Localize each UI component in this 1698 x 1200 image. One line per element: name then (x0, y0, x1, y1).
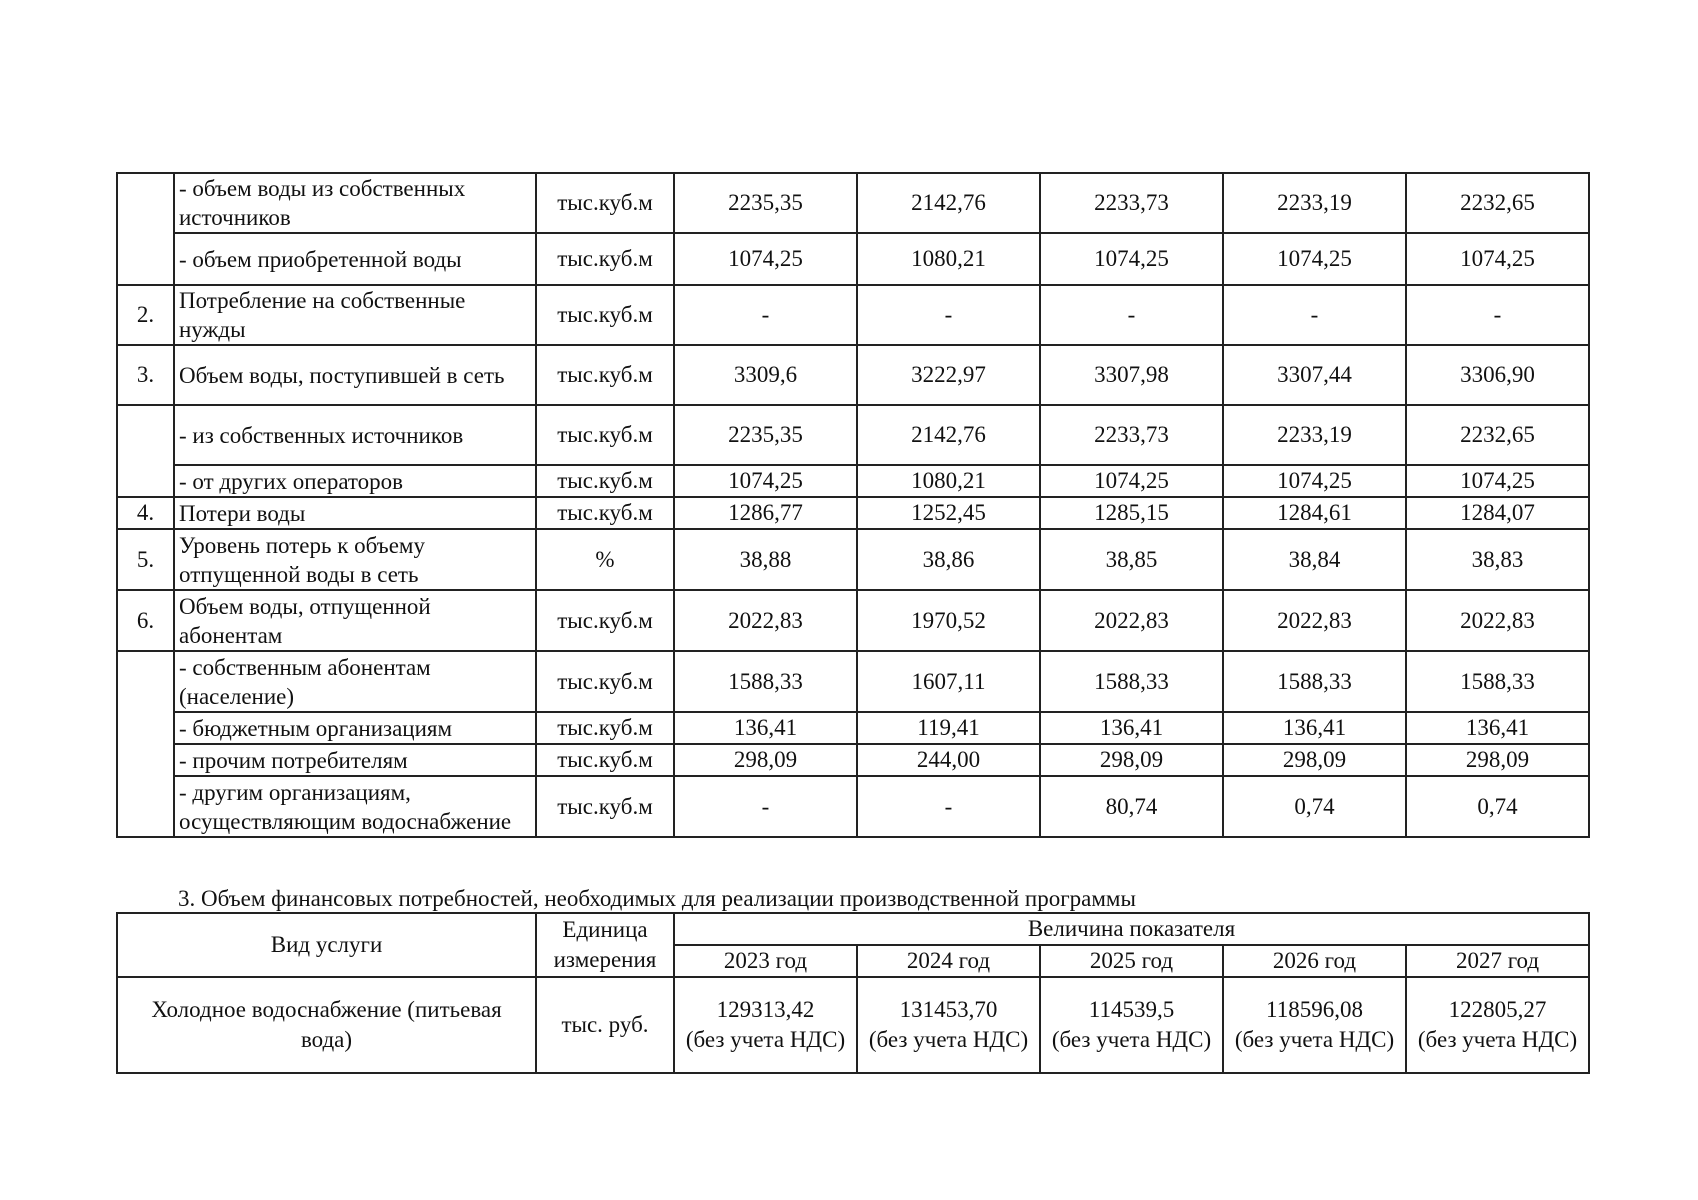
value-cell: 1588,33 (1040, 651, 1223, 712)
value-amount: 118596,08 (1266, 997, 1363, 1022)
value-cell: 1285,15 (1040, 497, 1223, 529)
value-cell: 1286,77 (674, 497, 857, 529)
value-cell: 2142,76 (857, 405, 1040, 465)
value-cell: 136,41 (1040, 712, 1223, 744)
value-cell: 2235,35 (674, 173, 857, 233)
table-row (117, 590, 1589, 651)
value-cell: 2022,83 (1406, 590, 1589, 651)
value-cell: 1074,25 (1223, 465, 1406, 497)
value-cell: 3307,44 (1223, 345, 1406, 405)
value-cell: 1074,25 (1406, 465, 1589, 497)
indicator-name: - из собственных источников (174, 405, 536, 465)
indicator-name: - прочим потребителям (174, 744, 536, 776)
value-cell: 38,88 (674, 529, 857, 590)
value-cell: 2232,65 (1406, 173, 1589, 233)
header-year: 2025 год (1040, 945, 1223, 977)
value-amount: 122805,27 (1448, 997, 1547, 1022)
value-cell: - (1406, 285, 1589, 345)
value-cell: 2233,73 (1040, 173, 1223, 233)
service-unit: тыс. руб. (536, 977, 674, 1073)
value-cell: 1074,25 (1040, 233, 1223, 285)
table-row (117, 173, 1589, 233)
value-cell (857, 977, 1040, 1073)
indicator-name: Объем воды, отпущенной абонентам (174, 590, 536, 651)
row-number (117, 405, 174, 497)
unit-cell: тыс.куб.м (536, 233, 674, 285)
value-cell: 3307,98 (1040, 345, 1223, 405)
unit-cell: тыс.куб.м (536, 776, 674, 837)
value-cell: - (857, 285, 1040, 345)
table-row (117, 497, 1589, 529)
header-year: 2023 год (674, 945, 857, 977)
value-cell (1223, 977, 1406, 1073)
header-year: 2027 год (1406, 945, 1589, 977)
value-cell: 2235,35 (674, 405, 857, 465)
unit-cell: тыс.куб.м (536, 497, 674, 529)
row-number (117, 173, 174, 285)
value-cell: 1252,45 (857, 497, 1040, 529)
unit-cell: тыс.куб.м (536, 590, 674, 651)
row-number (117, 651, 174, 837)
value-cell: 1607,11 (857, 651, 1040, 712)
value-cell: - (674, 776, 857, 837)
header-service-type: Вид услуги (117, 913, 536, 977)
value-cell: 298,09 (1406, 744, 1589, 776)
table-row (117, 405, 1589, 465)
value-amount: 131453,70 (899, 997, 998, 1022)
unit-cell: тыс.куб.м (536, 285, 674, 345)
value-cell: 1074,25 (1223, 233, 1406, 285)
value-cell: 0,74 (1223, 776, 1406, 837)
header-year: 2024 год (857, 945, 1040, 977)
value-cell: - (674, 285, 857, 345)
unit-cell: тыс.куб.м (536, 744, 674, 776)
row-number: 6. (117, 590, 174, 651)
value-cell: 2233,73 (1040, 405, 1223, 465)
row-number: 3. (117, 345, 174, 405)
vat-note: (без учета НДС) (685, 1027, 846, 1052)
table-row (117, 776, 1589, 837)
row-number: 2. (117, 285, 174, 345)
indicator-name: - объем приобретенной воды (174, 233, 536, 285)
value-cell: 1074,25 (674, 233, 857, 285)
value-cell: 2232,65 (1406, 405, 1589, 465)
indicator-name: - бюджетным организациям (174, 712, 536, 744)
indicator-name: - от других операторов (174, 465, 536, 497)
financial-needs-table (116, 912, 1590, 1074)
value-cell: 80,74 (1040, 776, 1223, 837)
value-cell: 1074,25 (674, 465, 857, 497)
value-cell: 136,41 (1223, 712, 1406, 744)
value-cell: 2142,76 (857, 173, 1040, 233)
value-cell: 1588,33 (1406, 651, 1589, 712)
header-row-1 (117, 913, 1589, 945)
table-row (117, 744, 1589, 776)
value-cell (674, 977, 857, 1073)
value-cell: 1970,52 (857, 590, 1040, 651)
value-cell: 298,09 (1223, 744, 1406, 776)
indicator-name: - объем воды из собственных источников (174, 173, 536, 233)
value-cell: 244,00 (857, 744, 1040, 776)
value-cell (1406, 977, 1589, 1073)
unit-cell: тыс.куб.м (536, 345, 674, 405)
header-indicator-value: Величина показателя (674, 913, 1589, 945)
value-cell: 2022,83 (1040, 590, 1223, 651)
value-cell: - (1223, 285, 1406, 345)
vat-note: (без учета НДС) (868, 1027, 1029, 1052)
section-3-caption: 3. Объем финансовых потребностей, необходимых для реализации производственной программы (178, 886, 1136, 911)
table-row (117, 233, 1589, 285)
value-cell: 2022,83 (1223, 590, 1406, 651)
unit-cell: тыс.куб.м (536, 405, 674, 465)
unit-cell: % (536, 529, 674, 590)
table-row (117, 285, 1589, 345)
value-cell: - (1040, 285, 1223, 345)
table-row (117, 977, 1589, 1073)
value-cell: 3306,90 (1406, 345, 1589, 405)
row-number: 4. (117, 497, 174, 529)
value-cell: 3309,6 (674, 345, 857, 405)
value-cell: 1080,21 (857, 465, 1040, 497)
table-row (117, 651, 1589, 712)
value-amount: 129313,42 (716, 997, 815, 1022)
value-cell: 1588,33 (1223, 651, 1406, 712)
value-cell: - (857, 776, 1040, 837)
value-cell: 38,85 (1040, 529, 1223, 590)
value-cell: 1284,07 (1406, 497, 1589, 529)
table-row (117, 712, 1589, 744)
value-cell: 0,74 (1406, 776, 1589, 837)
indicator-name: Объем воды, поступившей в сеть (174, 345, 536, 405)
value-cell: 38,83 (1406, 529, 1589, 590)
table-row (117, 345, 1589, 405)
value-cell: 136,41 (674, 712, 857, 744)
unit-cell: тыс.куб.м (536, 173, 674, 233)
value-cell: 2233,19 (1223, 173, 1406, 233)
unit-cell: тыс.куб.м (536, 712, 674, 744)
value-cell: 38,86 (857, 529, 1040, 590)
header-year: 2026 год (1223, 945, 1406, 977)
value-cell: 1080,21 (857, 233, 1040, 285)
service-name: Холодное водоснабжение (питьевая вода) (117, 977, 536, 1073)
table-row (117, 529, 1589, 590)
unit-cell: тыс.куб.м (536, 651, 674, 712)
vat-note: (без учета НДС) (1051, 1027, 1212, 1052)
indicator-name: - другим организациям, осуществляющим водоснабжение (174, 776, 536, 837)
unit-cell: тыс.куб.м (536, 465, 674, 497)
table-row (117, 465, 1589, 497)
value-cell (1040, 977, 1223, 1073)
indicator-name: - собственным абонентам (население) (174, 651, 536, 712)
indicator-name: Потребление на собственные нужды (174, 285, 536, 345)
value-cell: 1284,61 (1223, 497, 1406, 529)
value-amount: 114539,5 (1088, 997, 1175, 1022)
vat-note: (без учета НДС) (1234, 1027, 1395, 1052)
production-indicators-table (116, 172, 1590, 838)
value-cell: 2233,19 (1223, 405, 1406, 465)
value-cell: 3222,97 (857, 345, 1040, 405)
indicator-name: Уровень потерь к объему отпущенной воды в сеть (174, 529, 536, 590)
value-cell: 298,09 (1040, 744, 1223, 776)
value-cell: 1588,33 (674, 651, 857, 712)
value-cell: 38,84 (1223, 529, 1406, 590)
value-cell: 119,41 (857, 712, 1040, 744)
value-cell: 2022,83 (674, 590, 857, 651)
value-cell: 136,41 (1406, 712, 1589, 744)
value-cell: 1074,25 (1406, 233, 1589, 285)
value-cell: 1074,25 (1040, 465, 1223, 497)
value-cell: 298,09 (674, 744, 857, 776)
header-unit: Единица измерения (536, 913, 674, 977)
row-number: 5. (117, 529, 174, 590)
indicator-name: Потери воды (174, 497, 536, 529)
vat-note: (без учета НДС) (1417, 1027, 1578, 1052)
